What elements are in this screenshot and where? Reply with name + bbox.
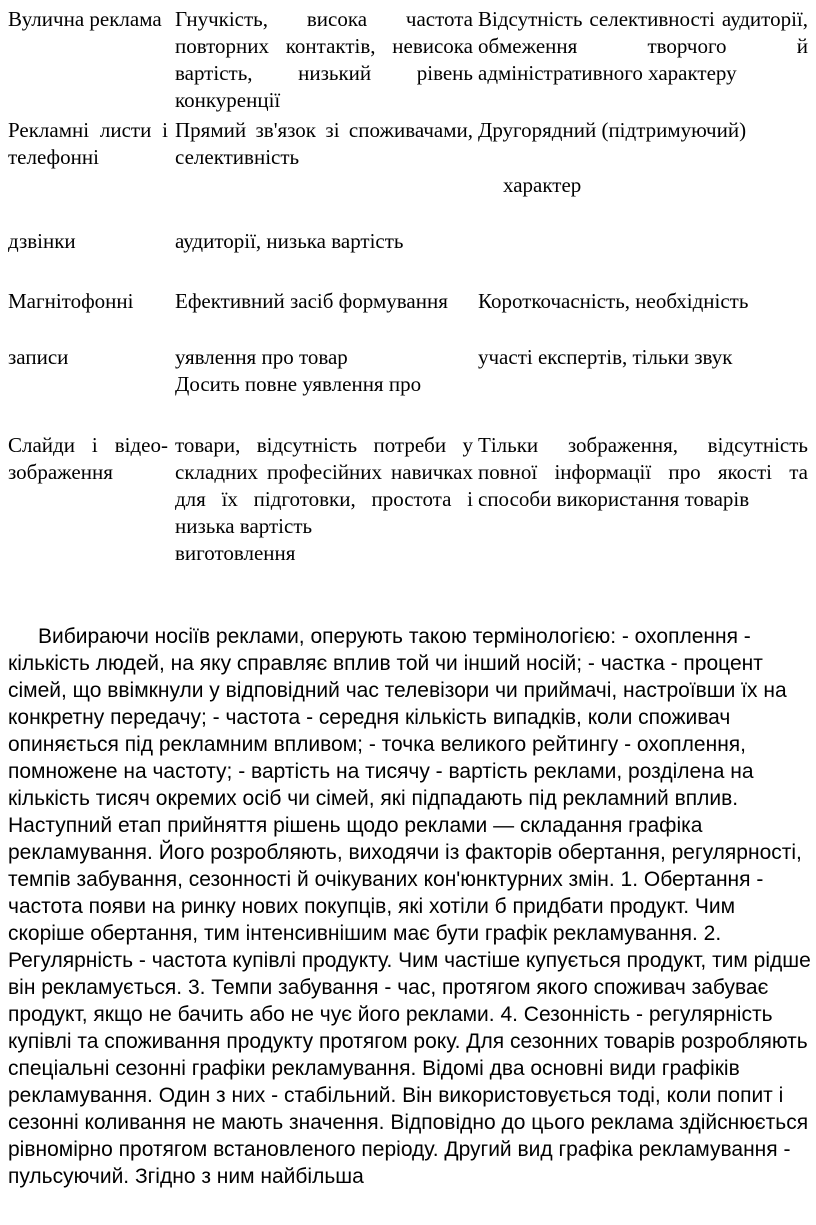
table-cell-advantages-mail-phone: Прямий зв'язок зі споживачами, селективність xyxy=(175,118,473,169)
table-cell-disadvantages-slides: Тільки зображення, відсутність повної інформації про якості та способи використання товарів xyxy=(478,433,808,511)
table-cell-media-slides: Слайди і відео-зображення xyxy=(8,433,168,484)
table-cell-advantages-tape-cont: уявлення про товар xyxy=(175,345,348,369)
table-cell-disadvantages-mail-phone: Другорядний (підтримуючий) xyxy=(478,118,747,142)
table-cell-advantages-slides: товари, відсутність потреби у складних професійних навичках для їх підготовки, простота і низька вартість xyxy=(175,433,473,538)
table-cell-media-mail-phone: Рекламні листи і телефонні xyxy=(8,118,168,169)
table-cell-disadvantages-tape: Короткочасність, необхідність xyxy=(478,289,749,313)
table-cell-media-tape-cont: записи xyxy=(8,345,69,369)
body-paragraph: Вибираючи носіїв реклами, оперують такою термінологією: - охоплення - кількість людей, на яку справляє вплив той чи інший носій; - частка - процент сімей, що ввімкнули у відповідний час телевізори чи приймачі, настроївши їх на конкретну передачу; - частота - середня кількість випадків, коли споживач опиняється під рекламним впливом; - точка великого рейтингу - охоплення, помножене на частоту; - вартість на тисячу - вартість реклами, розділена на кількість тисяч окремих осіб чи сімей, які підпадають під рекламний вплив. Наступний етап прийняття рішень щодо реклами — складання графіка рекламування. Його розробляють, виходячи із факторів обертання, регулярності, темпів забування, сезонності й очікуваних кон'юнктурних змін. 1. Обертання - частота появи на ринку нових покупців, які хотіли б придбати продукт. Чим скоріше обертання, тим інтенсивнішим має бути графік рекламування. 2. Регулярність - частота купівлі продукту. Чим частіше купується продукт, тим рідше він рекламується. 3. Темпи забування - час, протягом якого споживач забуває продукт, якщо не бачить або не чує його реклами. 4. Сезонність - регулярність купівлі та споживання продукту протягом року. Для сезонних товарів розробляють спеціальні сезонні графіки рекламування. Відомі два основні види графіків рекламування. Один з них - стабільний. Він використовується тоді, коли попит і сезонні коливання не мають значення. Відповідно до цього реклама здійснюється рівномірно протягом встановленого періоду. Другий вид графіка рекламування - пульсуючий. Згідно з ним найбільша xyxy=(8,625,811,1188)
table-cell-media-mail-phone-cont: дзвінки xyxy=(8,229,76,253)
table-cell-advantages-mail-phone-cont: аудиторії, низька вартість xyxy=(175,229,404,253)
table-cell-disadvantages-tape-cont: участі експертів, тільки звук xyxy=(478,345,733,369)
table-cell-disadvantages-outdoor: Відсутність селективності аудиторії, обмеження творчого й адміністративного характеру xyxy=(478,7,808,85)
table-cell-advantages-slides-start: Досить повне уявлення про xyxy=(175,372,422,396)
table-cell-advantages-tape: Ефективний засіб формування xyxy=(175,289,448,313)
table-cell-media-tape: Магнітофонні xyxy=(8,289,134,313)
table-cell-advantages-outdoor: Гнучкість, висока частота повторних контактів, невисока вартість, низький рівень конкуренції xyxy=(175,7,473,112)
table-cell-advantages-slides-cont: виготовлення xyxy=(175,541,296,565)
table-cell-media-outdoor: Вулична реклама xyxy=(8,7,162,31)
table-cell-disadvantages-mail-phone-cont: характер xyxy=(503,173,582,197)
